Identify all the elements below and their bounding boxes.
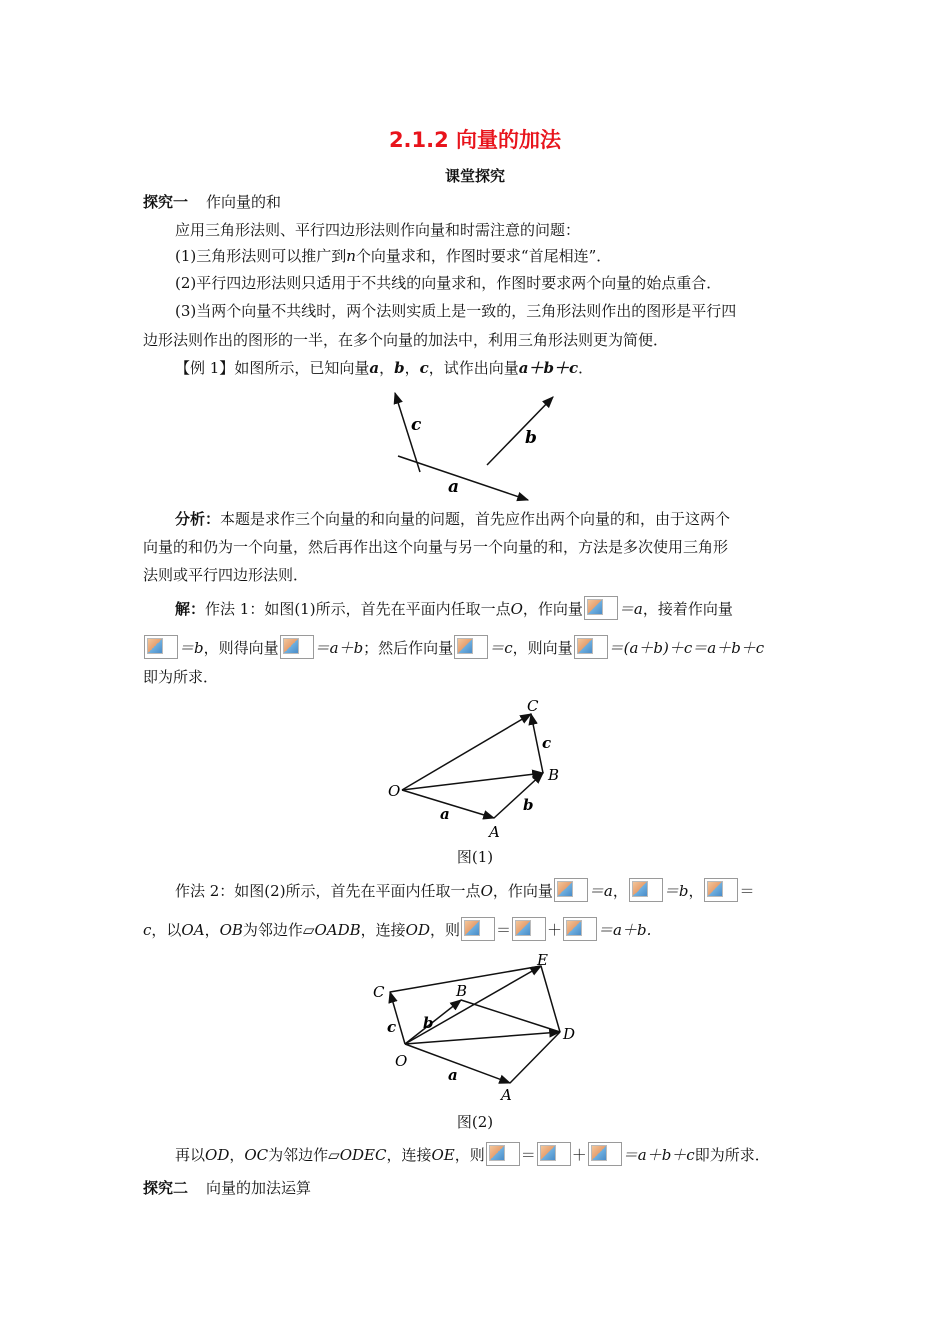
fig1-label-c-point: C: [527, 697, 539, 715]
example-end: ．: [578, 359, 594, 377]
method2-ob: OB: [219, 921, 243, 939]
method2-od: OD: [405, 921, 430, 939]
figure-2-caption: 图(2): [456, 1113, 494, 1131]
vector-a-arrow: [398, 456, 528, 500]
fig1-label-b: b: [523, 796, 534, 814]
method2-text2: ，作向量: [492, 882, 553, 900]
fig2-label-b: b: [423, 1014, 434, 1032]
fig2-vector-od: [405, 1032, 560, 1044]
vector-image-icon: [454, 635, 488, 659]
conclusion-text5: 即为所求．: [694, 1146, 770, 1164]
point-3-line1: (3)当两个向量不共线时，两个法则实质上是一致的，三角形法则作出的图形是平行四: [175, 302, 737, 320]
conclusion-eq1: ＝: [520, 1146, 536, 1164]
vector-c-label: c: [411, 415, 422, 435]
method2-text4: 为邻边作▱: [242, 921, 315, 939]
solution-label: 解：: [175, 600, 206, 618]
vector-b-label: b: [525, 428, 537, 448]
example-text: 如图所示，已知向量: [234, 359, 370, 377]
example-text2: ，试作出向量: [428, 359, 519, 377]
vector-image-icon: [584, 596, 618, 620]
conclusion-text4: ，则: [454, 1146, 485, 1164]
solution-text6: ，则向量: [512, 639, 573, 657]
method2-eq-a: ＝a: [588, 882, 613, 900]
method2-comma-2: ，: [688, 882, 704, 900]
example-sep-1: ，: [379, 359, 395, 377]
conclusion-oe: OE: [431, 1146, 455, 1164]
method2-eq1: ＝: [496, 921, 512, 939]
example-1: [175, 358, 840, 378]
solution-line3: 即为所求．: [143, 668, 219, 686]
solution-eq-ab: ＝a＋b: [314, 639, 364, 657]
intro-paragraph: 应用三角形法则、平行四边形法则作向量和时需注意的问题：: [175, 221, 581, 239]
vector-image-icon: [144, 635, 178, 659]
method2-line2: [143, 917, 808, 941]
section1-label: 探究一: [143, 193, 189, 211]
fig2-segment-ed: [541, 966, 560, 1032]
solution-eq-b: ＝b: [179, 639, 204, 657]
method2-oadb: OADB: [314, 921, 361, 939]
example-var-a: a: [369, 359, 380, 377]
example-var-c: c: [419, 359, 429, 377]
analysis-line1: [175, 509, 840, 529]
method2-conclusion: [175, 1142, 840, 1166]
fig2-label-a-point: A: [501, 1086, 512, 1104]
figure-1-caption: 图(1): [456, 848, 494, 866]
solution-text5: ；然后作向量: [363, 639, 454, 657]
section-subtitle: 课堂探究: [444, 167, 505, 185]
solution-eq-final: ＝(a＋b)＋c＝a＋b＋c: [608, 639, 765, 657]
vector-image-icon: [704, 878, 738, 902]
conclusion-eq2: ＝a＋b＋c: [622, 1146, 695, 1164]
fig2-segment-ad: [510, 1032, 560, 1083]
method2-text3: ，以: [151, 921, 182, 939]
conclusion-sep: ，: [229, 1146, 245, 1164]
point-3-line2: 边形法则作出的图形的一半，在多个向量的加法中，利用三角形法则更为简便．: [143, 331, 669, 349]
method2-sep: ，: [204, 921, 220, 939]
page-title: 2.1.2 向量的加法: [388, 128, 562, 152]
fig2-label-d-point: D: [563, 1025, 576, 1043]
vector-image-icon: [563, 917, 597, 941]
conclusion-text2: 为邻边作▱: [268, 1146, 340, 1164]
method2-eq2: ＝a＋b.: [598, 921, 652, 939]
section1-heading: 作向量的和: [206, 193, 282, 211]
section1-header: [143, 192, 808, 212]
solution-text2: ，作向量: [522, 600, 583, 618]
conclusion-od: OD: [205, 1146, 230, 1164]
method2-point-o: O: [480, 882, 493, 900]
fig2-label-b-point: B: [456, 982, 468, 1000]
point-2: (2)平行四边形法则只适用于不共线的向量求和，作图时要求两个向量的始点重合．: [175, 274, 722, 292]
point-1-b: 个向量求和，作图时要求“首尾相连”．: [355, 247, 612, 265]
vector-image-icon: [574, 635, 608, 659]
vector-b-arrow: [487, 397, 553, 465]
fig2-label-a: a: [448, 1066, 458, 1084]
example-tag: 【例 1】: [175, 359, 235, 377]
vector-image-icon: [280, 635, 314, 659]
example-sum: a＋b＋c: [518, 359, 579, 377]
fig1-vector-oc: [402, 714, 531, 790]
section2-label: 探究二: [143, 1179, 189, 1197]
conclusion-text1: 再以: [175, 1146, 206, 1164]
point-1-n: n: [346, 247, 356, 265]
fig1-label-c: c: [542, 734, 552, 752]
method2-text5: ，连接: [360, 921, 406, 939]
vector-image-icon: [486, 1142, 520, 1166]
fig2-segment-bd: [461, 1000, 560, 1032]
vector-image-icon: [461, 917, 495, 941]
section2-heading: 向量的加法运算: [206, 1179, 312, 1197]
vector-image-icon: [537, 1142, 571, 1166]
solution-text4: ，则得向量: [203, 639, 279, 657]
method2-text6: ，则: [429, 921, 460, 939]
method2-text1: 作法 2：如图(2)所示，首先在平面内任取一点: [175, 882, 481, 900]
method2-plus: ＋: [547, 921, 563, 939]
figure-2-parallelograms: [360, 948, 590, 1108]
conclusion-text3: ，连接: [386, 1146, 432, 1164]
fig1-label-b-point: B: [548, 766, 560, 784]
solution-point-o: O: [510, 600, 523, 618]
fig1-label-a-point: A: [489, 823, 500, 841]
figure-1-triangle: [380, 692, 580, 842]
vector-image-icon: [554, 878, 588, 902]
solution-text1: 作法 1：如图(1)所示，首先在平面内任取一点: [205, 600, 511, 618]
vector-image-icon: [588, 1142, 622, 1166]
fig2-label-c: c: [387, 1018, 397, 1036]
vector-image-icon: [629, 878, 663, 902]
method2-var-c: c: [143, 921, 152, 939]
section2-header: [143, 1178, 808, 1198]
analysis-label: 分析：: [175, 510, 221, 528]
figure-given-vectors: [380, 385, 560, 505]
analysis-text1: 本题是求作三个向量的和向量的问题，首先应作出两个向量的和，由于这两个: [220, 510, 731, 528]
method2-comma-1: ，: [612, 882, 628, 900]
solution-line2: [143, 635, 808, 659]
fig1-vector-ab: [494, 773, 543, 818]
solution-line1: [175, 596, 840, 620]
point-1-a: (1)三角形法则可以推广到: [175, 247, 347, 265]
method2-eq-b: ＝b: [663, 882, 689, 900]
fig2-label-c-point: C: [373, 983, 385, 1001]
fig2-label-o: O: [395, 1052, 408, 1070]
fig1-vector-ob: [402, 773, 543, 790]
conclusion-plus: ＋: [571, 1146, 587, 1164]
solution-eq-a: ＝a: [618, 600, 643, 618]
conclusion-oc: OC: [244, 1146, 269, 1164]
fig1-label-o: O: [388, 782, 401, 800]
conclusion-odec: ODEC: [339, 1146, 387, 1164]
point-1: [175, 246, 840, 266]
analysis-line3: 法则或平行四边形法则．: [143, 566, 309, 584]
example-sep-2: ，: [404, 359, 420, 377]
example-var-b: b: [394, 359, 405, 377]
analysis-line2: 向量的和仍为一个向量，然后再作出这个向量与另一个向量的和，方法是多次使用三角形: [143, 538, 729, 556]
vector-image-icon: [512, 917, 546, 941]
method2-line1: [175, 878, 840, 902]
vector-a-label: a: [448, 477, 460, 497]
fig2-label-e-point: E: [537, 951, 548, 969]
method2-eq-c: ＝: [739, 882, 755, 900]
fig1-label-a: a: [440, 805, 450, 823]
solution-eq-c: ＝c: [489, 639, 513, 657]
solution-text3: ，接着作向量: [642, 600, 733, 618]
method2-oa: OA: [181, 921, 205, 939]
